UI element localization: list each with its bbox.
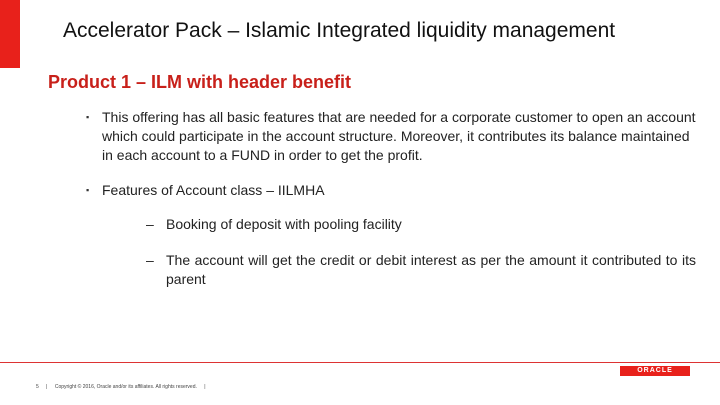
bullet-item	[86, 108, 701, 168]
oracle-logo: ORACLE	[620, 366, 690, 376]
dash-icon: –	[146, 216, 154, 232]
bullet-text: Features of Account class – IILMHA	[102, 182, 325, 198]
sub-bullet-text: Booking of deposit with pooling facility	[166, 216, 402, 232]
bullet-square-icon: ▪	[86, 185, 90, 195]
footer-separator: |	[46, 384, 48, 390]
sub-bullet-item	[146, 251, 701, 291]
footer	[36, 384, 212, 390]
slide-title: Accelerator Pack – Islamic Integrated liquidity management	[63, 19, 616, 42]
red-accent-bar	[0, 0, 20, 68]
footer-divider	[0, 362, 720, 363]
sub-bullet-text: The account will get the credit or debit interest as per the amount it contributed to its parent	[166, 252, 696, 287]
footer-separator: |	[204, 384, 206, 390]
bullet-square-icon: ▪	[86, 112, 90, 122]
bullet-text: This offering has all basic features that are needed for a corporate customer to open an account which could participate in the account structure. Moreover, it contributes its balance maintained in each account to a FUND in order to get the profit.	[102, 109, 696, 163]
slide-subtitle: Product 1 – ILM with header benefit	[48, 72, 352, 92]
dash-icon: –	[146, 252, 154, 268]
copyright-text: Copyright © 2016, Oracle and/or its affiliates. All rights reserved.	[54, 384, 197, 390]
bullet-item	[86, 181, 586, 201]
page-number: 5	[36, 384, 39, 390]
sub-bullet-item	[146, 215, 686, 235]
